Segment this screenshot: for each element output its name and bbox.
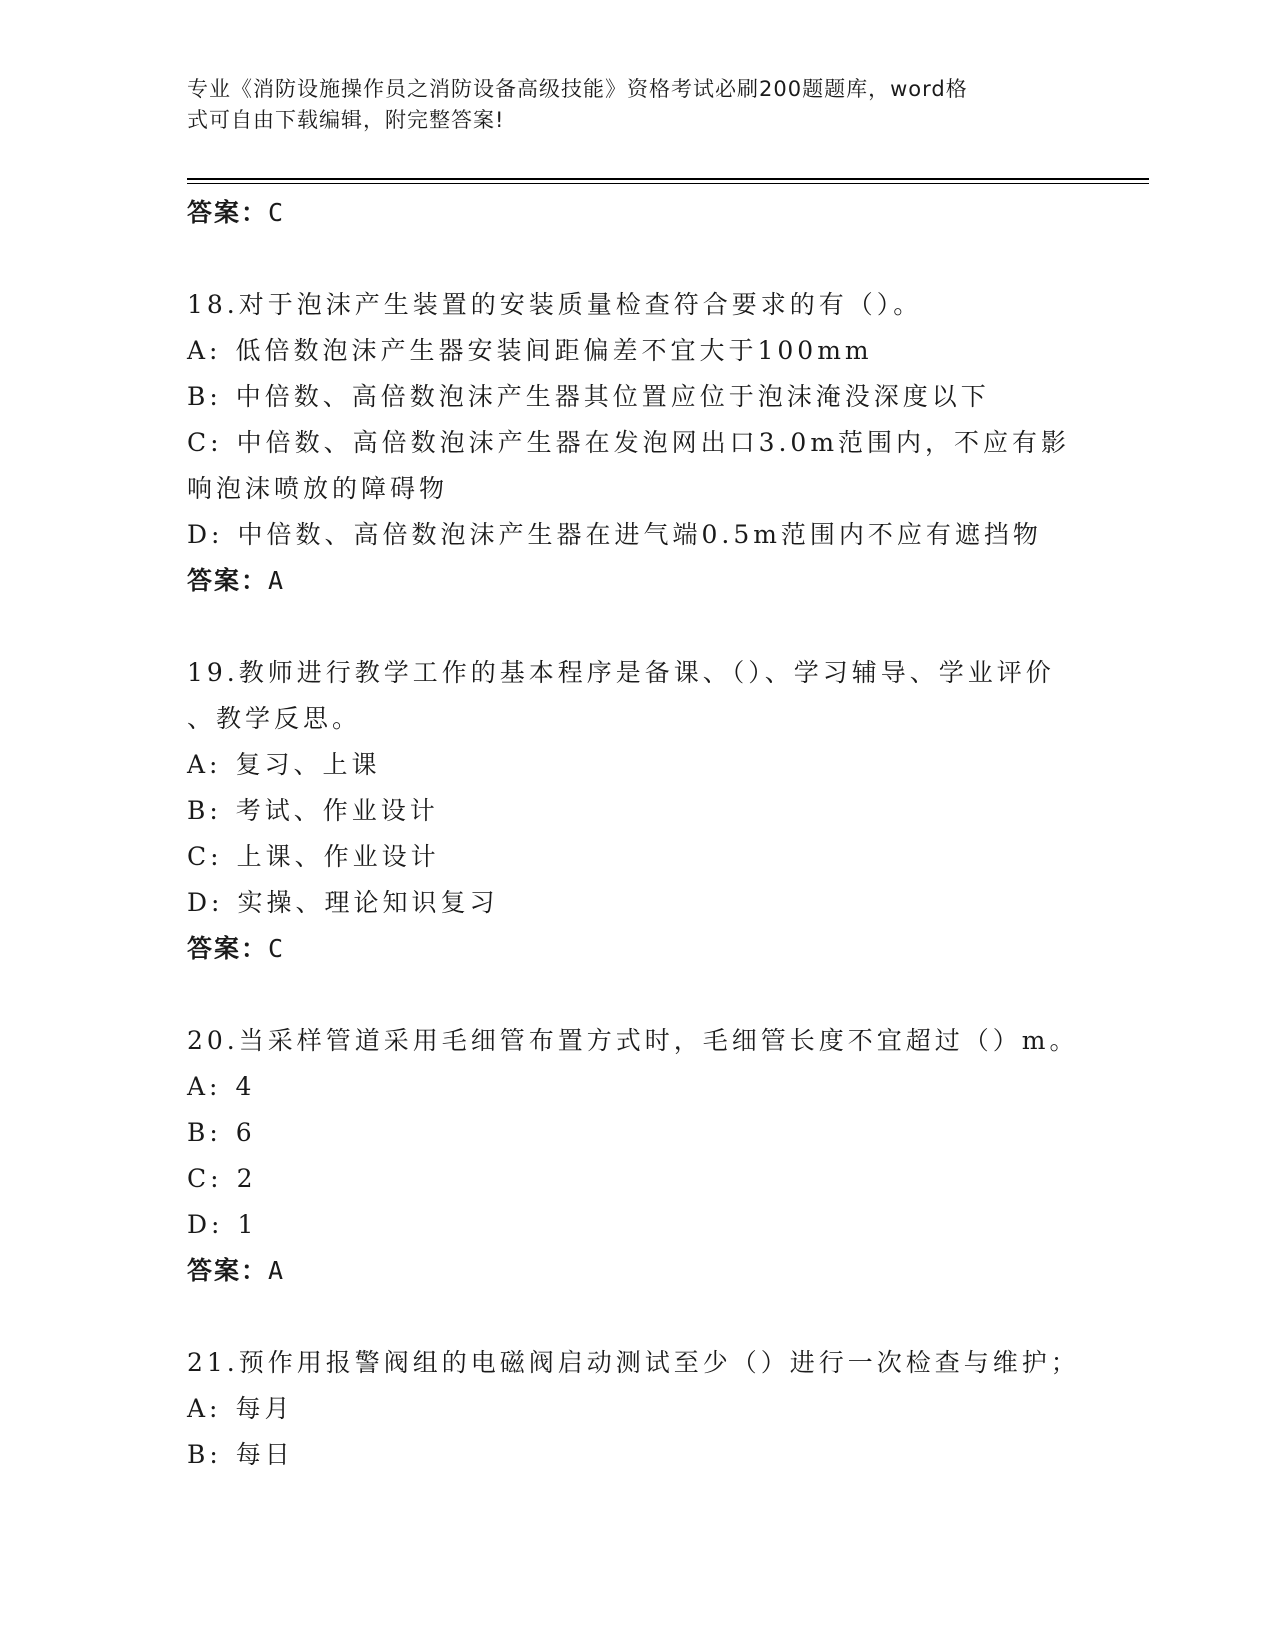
spacer: [187, 604, 1087, 650]
option-a: [187, 742, 1087, 788]
option-a: [187, 1386, 1087, 1432]
question-text: 18.对于泡沫产生装置的安装质量检查符合要求的有（）。: [187, 290, 923, 319]
option-label: D:: [187, 888, 224, 917]
question-20: [187, 1018, 1087, 1294]
option-text: 中倍数、高倍数泡沫产生器在进气端0.5m范围内不应有遮挡物: [237, 520, 1042, 549]
option-text: 每月: [235, 1394, 294, 1423]
option-a: [187, 1064, 1087, 1110]
option-label: A:: [187, 750, 222, 779]
option-label: B:: [187, 796, 222, 825]
question-text: 21.预作用报警阀组的电磁阀启动测试至少（）进行一次检查与维护；: [187, 1348, 1080, 1377]
answer-label: 答案：: [187, 198, 269, 227]
option-label: D:: [187, 1210, 224, 1239]
option-label: D:: [187, 520, 224, 549]
answer-line: [187, 558, 1087, 604]
option-text: 低倍数泡沫产生器安装间距偏差不宜大于100mm: [235, 336, 873, 365]
option-b: [187, 1110, 1087, 1156]
answer-label: 答案：: [187, 934, 269, 963]
option-text: 2: [236, 1164, 257, 1193]
option-label: A:: [187, 336, 222, 365]
option-text: 上课、作业设计: [236, 842, 440, 871]
option-text: 4: [235, 1072, 256, 1101]
option-text: 复习、上课: [235, 750, 381, 779]
option-label: C:: [187, 842, 223, 871]
option-text: 1: [237, 1210, 258, 1239]
answer-value: A: [268, 566, 286, 595]
option-b: [187, 788, 1087, 834]
question-text: 20.当采样管道采用毛细管布置方式时，毛细管长度不宜超过（）m。: [187, 1026, 1079, 1055]
answer-value: A: [268, 1256, 286, 1285]
header-line-1: 专业《消防设施操作员之消防设备高级技能》资格考试必刷200题题库，word格: [187, 77, 968, 101]
option-d: [187, 880, 1087, 926]
spacer: [187, 972, 1087, 1018]
question-list: [187, 190, 1087, 1478]
option-text: 中倍数、高倍数泡沫产生器其位置应位于泡沫淹没深度以下: [235, 382, 990, 411]
option-b: [187, 374, 1087, 420]
option-c-continued: 响泡沫喷放的障碍物: [187, 474, 449, 503]
question-19: [187, 650, 1087, 972]
question-21: [187, 1340, 1087, 1478]
header-rule-thick: [187, 178, 1149, 180]
document-header: [187, 74, 1067, 136]
answer-line: [187, 190, 1087, 236]
question-text-continued: 、教学反思。: [187, 704, 362, 733]
option-label: B:: [187, 1118, 222, 1147]
option-label: B:: [187, 382, 222, 411]
spacer: [187, 1294, 1087, 1340]
answer-label: 答案：: [187, 566, 269, 595]
option-text: 每日: [235, 1440, 294, 1469]
option-label: A:: [187, 1394, 222, 1423]
option-text: 中倍数、高倍数泡沫产生器在发泡网出口3.0m范围内，不应有影: [236, 428, 1071, 457]
option-c: [187, 1156, 1087, 1202]
option-text: 实操、理论知识复习: [237, 888, 499, 917]
option-text: 6: [235, 1118, 256, 1147]
option-c: [187, 420, 1087, 466]
option-b: [187, 1432, 1087, 1478]
answer-label: 答案：: [187, 1256, 269, 1285]
answer-value: C: [268, 934, 286, 963]
option-c: [187, 834, 1087, 880]
header-line-2: 式可自由下载编辑，附完整答案!: [187, 108, 505, 132]
question-18: [187, 282, 1087, 604]
answer-value: C: [268, 198, 286, 227]
option-label: C:: [187, 1164, 223, 1193]
spacer: [187, 236, 1087, 282]
option-d: [187, 1202, 1087, 1248]
option-d: [187, 512, 1087, 558]
option-label: A:: [187, 1072, 222, 1101]
header-rule-thin: [187, 183, 1149, 184]
option-label: B:: [187, 1440, 222, 1469]
option-text: 考试、作业设计: [235, 796, 439, 825]
answer-line: [187, 926, 1087, 972]
question-text: 19.教师进行教学工作的基本程序是备课、（）、学习辅导、学业评价: [187, 658, 1055, 687]
answer-line: [187, 1248, 1087, 1294]
option-a: [187, 328, 1087, 374]
option-label: C:: [187, 428, 223, 457]
